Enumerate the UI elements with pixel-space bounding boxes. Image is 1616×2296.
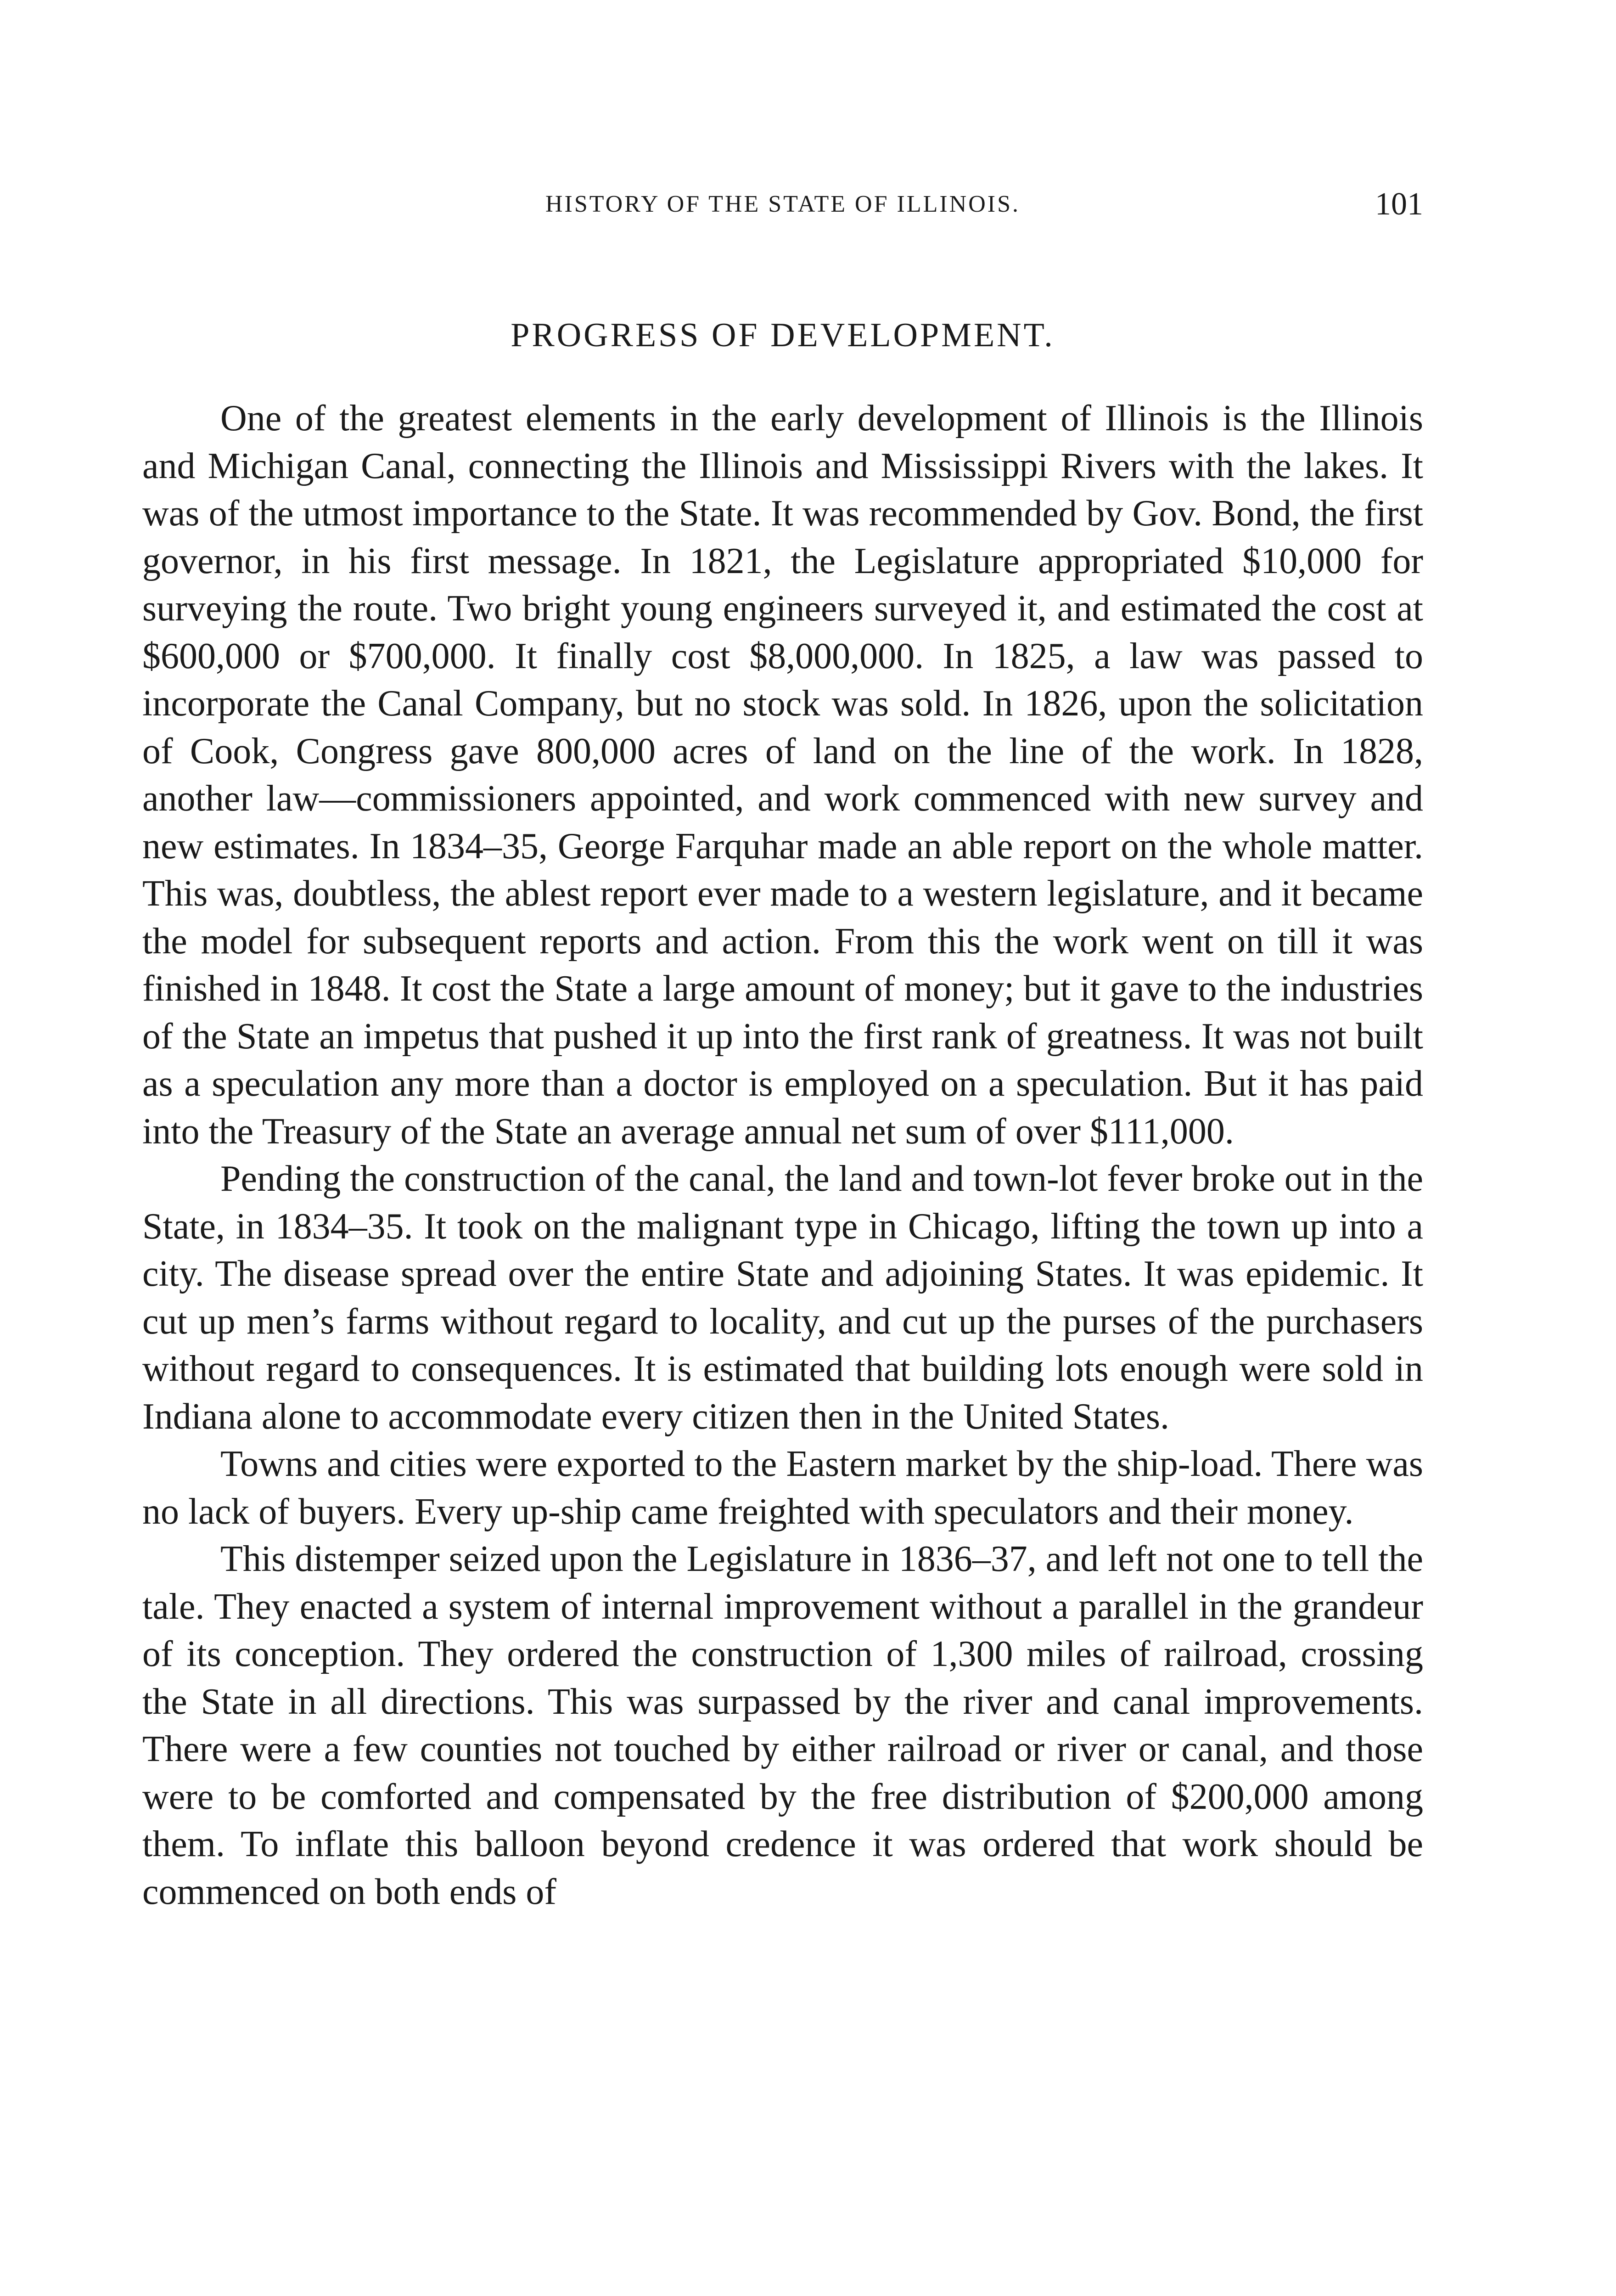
paragraph-canal: One of the greatest elements in the early development of Illinois is the Illinois and Michigan Canal, connecting the Illinois and Mississippi Rivers with the lakes. It was of the utmost importance to the State. It was recommended by Gov. Bond, the first governor, in his first message. In 1821, the Legislature appropriated $10,000 for surveying the route. Two bright young engineers surveyed it, and estimated the cost at $600,000 or $700,000. It finally cost $8,000,000. In 1825, a law was passed to incorporate the Canal Company, but no stock was sold. In 1826, upon the solicitation of Cook, Congress gave 800,000 acres of land on the line of the work. In 1828, another law—commissioners appointed, and work commenced with new survey and new estimates. In 1834–35, George Farquhar made an able report on the whole matter. This was, doubtless, the ablest report ever made to a western legislature, and it became the model for subsequent reports and action. From this the work went on till it was finished in 1848. It cost the State a large amount of money; but it gave to the industries of the State an impetus that pushed it up into the first rank of greatness. It was not built as a speculation any more than a doctor is employed on a speculation. But it has paid into the Treasury of the State an average annual net sum of over $111,000. xyxy=(142,398,1423,1152)
paragraph-land-fever: Pending the construction of the canal, the land and town-lot fever broke out in the State, in 1834–35. It took on the malignant type in Chicago, lifting the town up into a city. The disease spread over the entire State and adjoining States. It was epidemic. It cut up men’s farms without regard to locality, and cut up the purses of the purchasers without regard to consequences. It is estimated that building lots enough were sold in Indiana alone to accommodate every citizen then in the United States. xyxy=(142,1159,1423,1437)
running-title: HISTORY OF THE STATE OF ILLINOIS. xyxy=(545,191,1021,217)
paragraph-internal-improvement: This distemper seized upon the Legislature in 1836–37, and left not one to tell the tale. They enacted a system of internal improvement without a parallel in the grandeur of its conception. They ordered the construction of 1,300 miles of railroad, crossing the State in all directions. This was surpassed by the river and canal improvements. There were a few counties not touched by either railroad or river or canal, and those were to be comforted and compensated by the free distribution of $200,000 among them. To inflate this balloon beyond credence it was ordered that work should be commenced on both ends of xyxy=(142,1539,1423,1912)
body-text xyxy=(142,395,1423,1916)
paragraph-towns-exported: Towns and cities were exported to the Eastern market by the ship-load. There was no lack of buyers. Every up-ship came freighted with speculators and their money. xyxy=(142,1444,1423,1532)
running-head xyxy=(142,186,1423,223)
page-number: 101 xyxy=(1375,186,1423,222)
section-heading: PROGRESS OF DEVELOPMENT. xyxy=(511,316,1055,354)
